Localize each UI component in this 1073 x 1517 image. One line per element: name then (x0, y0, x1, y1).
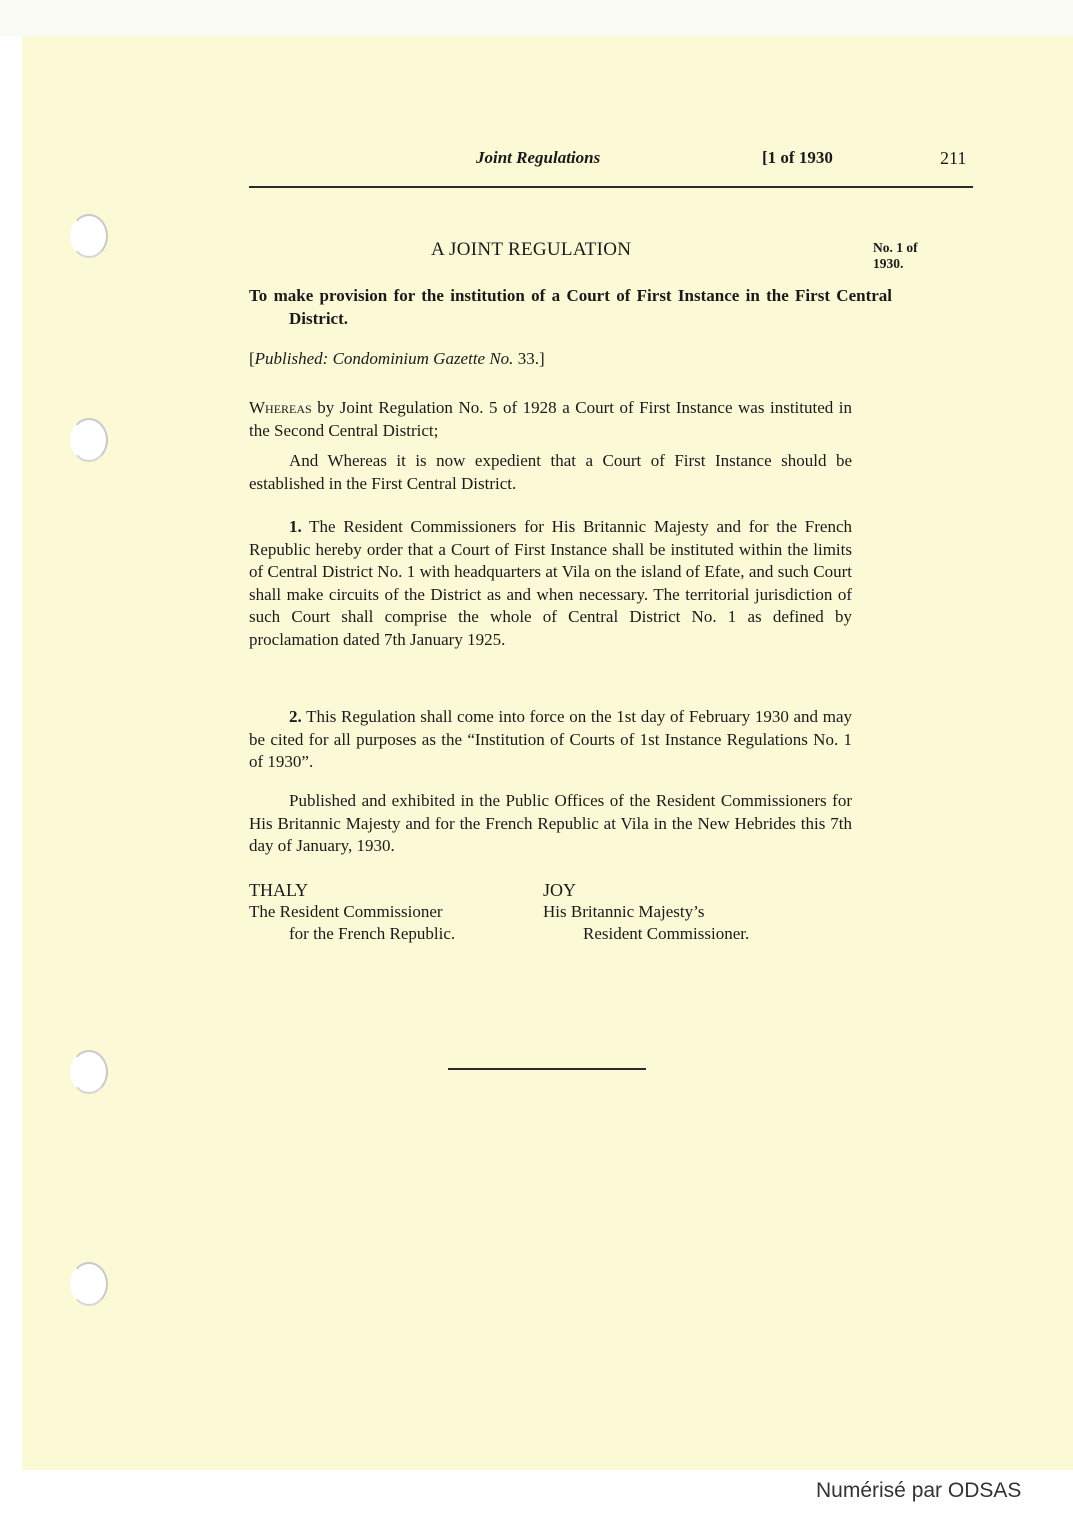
publication-statement: Published and exhibited in the Public Offices of the Resident Commissioners for His Britannic Majesty and for the French Republic at Vila in the New Hebrides this 7th day of January, 1930. (249, 791, 852, 855)
page-number: 211 (940, 148, 967, 168)
and-whereas-clause: And Whereas it is now expedient that a Court of First Instance should be established in the First Central District. (249, 451, 852, 493)
section-number: 2. (289, 707, 302, 726)
signatory-title: The Resident Commissioner (249, 902, 443, 921)
publication-source: Published: Condominium Gazette No. (254, 349, 514, 368)
signatory-title: His Britannic Majesty’s (543, 902, 705, 921)
running-title: Joint Regulations (476, 148, 601, 167)
whereas-lead: Whereas (249, 398, 312, 417)
punch-hole (70, 418, 108, 462)
signatory-title: for the French Republic. (289, 924, 456, 943)
end-rule (448, 1068, 646, 1070)
regulation-purpose: To make provision for the institution of a Court of First Instance in the First Central District. (249, 286, 892, 328)
digitization-credit: Numérisé par ODSAS (816, 1479, 1022, 1502)
section-2 (249, 706, 852, 774)
section-1 (249, 516, 852, 651)
publication-reference (249, 348, 852, 371)
section-text: This Regulation shall come into force on the 1st day of February 1930 and may be cited for all purposes as the “Institution of Courts of 1st Instance Regulations No. 1 of 1930”. (249, 707, 852, 771)
document-page (22, 36, 1073, 1470)
margin-note (873, 240, 918, 272)
margin-note-line: No. 1 of (873, 240, 918, 255)
punch-hole (70, 214, 108, 258)
signatory-title: Resident Commissioner. (583, 924, 750, 943)
signature-block-british (543, 879, 749, 945)
margin-note-line: 1930. (873, 256, 904, 271)
whereas-clause (249, 397, 852, 442)
publication-bracket: [ (249, 349, 255, 368)
header-rule (249, 186, 973, 188)
punch-hole (70, 1050, 108, 1094)
signature-block-french (249, 879, 455, 945)
publication-number: 33.] (513, 349, 545, 368)
whereas-text: by Joint Regulation No. 5 of 1928 a Court of First Instance was instituted in the Second Central District; (249, 398, 852, 440)
signatory-name: JOY (543, 880, 577, 900)
regulation-title: A JOINT REGULATION (431, 239, 632, 260)
signatory-name: THALY (249, 880, 309, 900)
scan-margin-top (0, 0, 1073, 36)
running-reference: [1 of 1930 (762, 148, 833, 167)
section-text: The Resident Commissioners for His Britannic Majesty and for the French Republic hereby order that a Court of First Instance shall be instituted within the limits of Central District No. 1 with headquarters at Vila on the island of Efate, and such Court shall make circuits of the District as and when necessary. The territorial jurisdiction of such Court shall comprise the whole of Central District No. 1 as defined by proclamation dated 7th January 1925. (249, 517, 852, 649)
section-number: 1. (289, 517, 302, 536)
punch-hole (70, 1262, 108, 1306)
